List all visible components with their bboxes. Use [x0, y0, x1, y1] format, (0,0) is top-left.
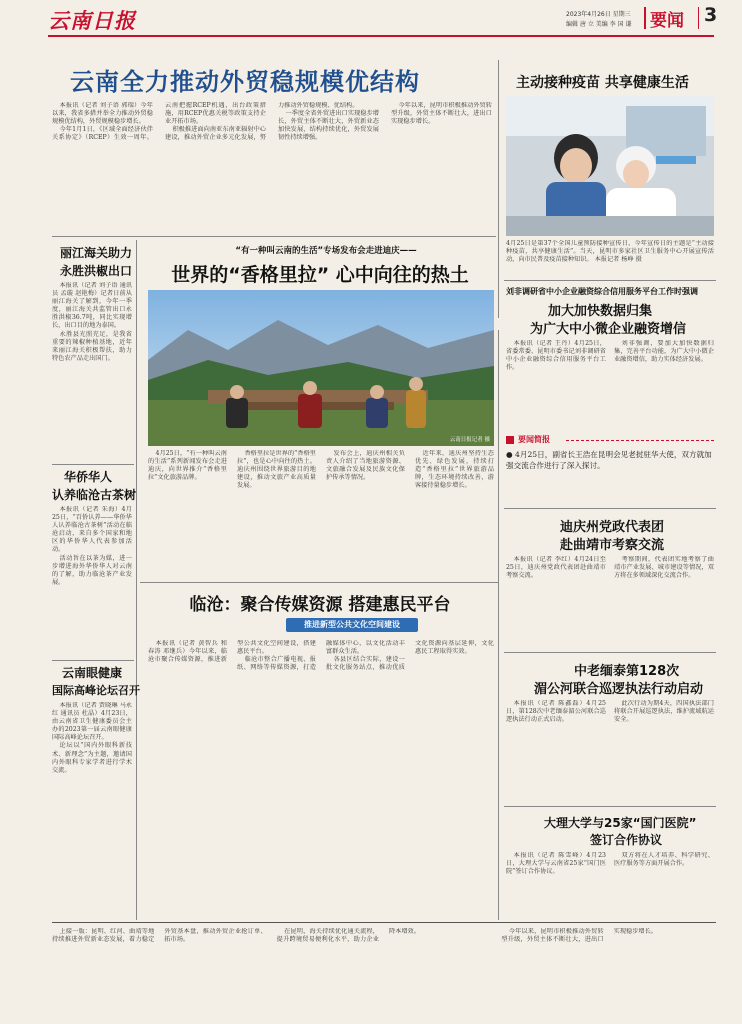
paragraph: 本报讯（记者 陈雪峰）4月23日，大理大学与云南省25家“国门医院”签订合作协议。: [506, 852, 606, 876]
paragraph: 本报讯（记者 贾晓琳 马永红 通讯员 杜晶）4月23日，由云南省卫生健康委员会主办的2023第一届云南眼健康国际高峰论坛召开。: [52, 702, 132, 742]
paragraph: 各县区结合实际，建设一批文化服务站点，推动优质文化资源向基层延伸，文化惠民工程取得实效。: [326, 640, 494, 672]
paragraph: 刘非强调，要加大加快数据归集，完善平台功能，为广大中小微企业融资增信，助力实体经济发展。: [614, 340, 714, 364]
paragraph: 今年以来，昆明市积极推动外贸转型升级，外贸主体不断壮大，进出口实现稳步增长。: [501, 928, 657, 944]
section-rule: [504, 652, 716, 653]
paragraph: 临沧市整合广播电视、报纸、网络等传媒资源，打造融媒体中心，以文化活动丰富群众生活。: [237, 640, 405, 672]
section-rule: [504, 806, 716, 807]
brief-title-bar: [506, 434, 714, 446]
patrol-headline-line2: 湄公河联合巡逻执法行动启动: [534, 682, 704, 697]
shangrila-banner: “有一种叫云南的生活”专场发布会走进迪庆——: [235, 246, 417, 256]
column-rule: [498, 330, 499, 920]
forum-headline-line1: 云南眼健康: [62, 666, 123, 680]
lincang-sub-banner: [286, 618, 418, 632]
vaccine-photo: [506, 96, 714, 236]
section-divider: [644, 7, 646, 29]
diqing-headline-line1: 迪庆州党政代表团: [560, 520, 665, 535]
diqing-body: [506, 556, 714, 648]
finance-kicker: 刘非调研省中小企业融资综合信用服务平台工作时强调: [506, 287, 698, 296]
paragraph: 考察期间，代表团实地考察了曲靖市产业发展、城市建设等情况，双方将在多领域深化交流合作。: [614, 556, 714, 580]
paragraph: 本报讯（记者 朱海）4月25日，“百侨认养——华侨华人认养临沧古茶树”活动在临沧启动，来自多个国家和地区的华侨华人代表参加活动。: [52, 506, 132, 554]
paragraph: 活动旨在以茶为媒，进一步增进海外华侨华人对云南的了解，助力临沧茶产业发展。: [52, 554, 132, 586]
lijiang-headline-line1: 丽江海关助力: [60, 246, 133, 260]
section-rule: [504, 280, 716, 281]
paragraph: 近年来，迪庆州坚持生态优先、绿色发展，持续打造“香格里拉”世界旅游品牌，生态环境持续改善，游客接待量稳步增长。: [415, 450, 494, 490]
vaccine-caption: 4月25日是第37个全国儿童预防接种宣传日，今年宣传日的主题是“主动接种疫苗，共享健康生活”。当天，昆明市多家社区卫生服务中心开展宣传活动，向市民普及疫苗接种知识。 本报记者 杨峥 摄: [506, 240, 714, 264]
bottom-rule: [52, 922, 716, 923]
paragraph: 一季度全省外贸进出口实现稳步增长，外贸主体不断壮大，外贸新业态加快发展，结构持续优化，外贸发展韧性持续增强。: [278, 110, 379, 142]
paragraph: 香格里拉是世界的“香格里拉”，也是心中向往的热土。迪庆州围绕世界旅游目的地建设，推动文旅产业高质量发展。: [237, 450, 316, 490]
lincang-headline: 临沧：聚合传媒资源 搭建惠民平台: [189, 595, 451, 615]
trade-body: [52, 102, 492, 230]
paragraph: 本报讯（记者 刘子语 通讯员 孟璇 赵艳梅）记者日前从丽江海关了解到，今年一季度，丽江海关共监管出口永胜洪椒36.7吨，同比实现增长，出口目的地为泰国。: [52, 282, 132, 330]
section-name: 要闻: [650, 11, 684, 31]
forum-headline-line2: 国际高峰论坛召开: [52, 684, 140, 697]
shangrila-headline: 世界的“香格里拉” 心中向往的热土: [171, 264, 469, 286]
photo-credit: 云南日报记者 摄: [449, 437, 490, 443]
paragraph: 本报讯（记者 刘子语 郭瑞）今年以来，我省多措并举全力推动外贸稳规模优结构，外贸规模稳步增长。: [52, 102, 153, 126]
lincang-sub-banner-text: 推进新型公共文化空间建设: [304, 620, 400, 629]
trade-headline: 云南全力推动外贸稳规模优结构: [70, 68, 420, 96]
section-rule: [52, 660, 134, 661]
paragraph: 今年以来，昆明市积极推动外贸转型升级，外贸主体不断壮大，进出口实现稳步增长。: [391, 102, 492, 126]
paragraph: 发布会上，迪庆州相关负责人介绍了当地旅游资源、文旅融合发展及民族文化保护传承等情况。: [326, 450, 405, 482]
shangrila-photo: [148, 290, 494, 446]
paragraph: 论坛以“国内外眼科新技术、新理念”为主题，邀请国内外眼科专家学者进行学术交流。: [52, 742, 132, 774]
newspaper-logo: 云南日报: [48, 8, 136, 33]
hospital-headline-line1: 大理大学与25家“国门医院”: [544, 816, 697, 830]
vaccine-headline: 主动接种疫苗 共享健康生活: [516, 75, 689, 91]
paragraph: 今年1月1日，《区域全面经济伙伴关系协定》（RCEP）生效一周年。云南把握RCEP机遇，出台政策措施，用RCEP优惠关税等政策支持企业开拓市场。: [52, 102, 266, 142]
brief-title: 要闻简报: [518, 435, 550, 444]
lijiang-headline-line2: 永胜洪椒出口: [60, 264, 133, 278]
masthead: [0, 0, 742, 42]
patrol-headline-line1: 中老缅泰第128次: [574, 664, 680, 679]
huaqiao-headline-line1: 华侨华人: [64, 470, 113, 484]
diqing-headline-line2: 赴曲靖市考察交流: [560, 538, 665, 553]
shangrila-body: [148, 450, 494, 580]
paragraph: 双方将在人才培养、科学研究、医疗服务等方面开展合作。: [614, 852, 714, 868]
masthead-rule: [48, 35, 714, 37]
section-rule: [504, 508, 716, 509]
paragraph: 本报讯（记者 陈鑫磊）4月25日，第128次中老缅泰湄公河联合巡逻执法行动正式启动。: [506, 700, 606, 724]
huaqiao-headline-line2: 认养临沧古茶树: [52, 488, 137, 502]
finance-body: [506, 340, 714, 426]
editors-line: 编辑 唐 立 美编 李 国 谦: [566, 21, 632, 28]
finance-headline-line2: 为广大中小微企业融资增信: [530, 322, 687, 337]
column-rule: [136, 240, 137, 920]
paragraph: 上接一版：昆明、红河、曲靖等地持续推进外贸新业态发展，着力稳定外贸基本盘，推动外贸企业抢订单、拓市场。: [52, 928, 267, 944]
hospital-body: [506, 852, 714, 918]
paragraph: 此次行动为期4天，四国执法部门将联合开展巡逻执法，维护流域航运安全。: [614, 700, 714, 724]
paragraph: 积极推进面向南亚东南亚辐射中心建设，推动外贸企业多元化发展，努力推动外贸稳规模、优结构。: [165, 102, 359, 142]
hospital-headline-line2: 签订合作协议: [590, 833, 663, 847]
finance-headline-line1: 加大加快数据归集: [548, 304, 653, 319]
huaqiao-body: [52, 506, 132, 656]
bottom-strip-body: [52, 928, 716, 1018]
page-number: 3: [704, 4, 718, 26]
section-rule: [52, 464, 134, 465]
forum-body: [52, 702, 132, 916]
brief-marker: [506, 436, 514, 444]
paragraph: 本报讯（记者 王丹）4月25日，省委常委、昆明市委书记刘非调研省中小企业融资综合信用服务平台工作。: [506, 340, 606, 372]
column-rule: [498, 60, 499, 318]
paragraph: 在昆明，海关持续优化通关流程，提升跨境贸易便利化水平，助力企业降本增效。: [276, 928, 420, 944]
paragraph: 永胜县光照充足，是我省重要的辣椒种植基地，近年来丽江海关积极帮扶，助力特色农产品走出国门。: [52, 330, 132, 362]
section-rule: [52, 236, 496, 237]
patrol-body: [506, 700, 714, 802]
lijiang-body: [52, 282, 132, 460]
issue-date: 2023年4月26日 星期三: [566, 11, 631, 18]
paragraph: 本报讯（记者 李红）4月24日至25日，迪庆州党政代表团赴曲靖市考察交流。: [506, 556, 606, 580]
paragraph: 4月25日，“有一种叫云南的生活”系列新闻发布会走进迪庆，向世界推介“香格里拉”文化旅游品牌。: [148, 450, 227, 482]
section-rule: [140, 582, 498, 583]
brief-text: ● 4月25日，副省长王浩在昆明会见老挝驻华大使，双方就加强交流合作进行了深入探讨。: [506, 450, 712, 470]
lincang-body: [148, 640, 494, 916]
paragraph: 本报讯（记者 黄智兵 和春涛 邓继兵）今年以来，临沧市聚合传媒资源，推进新型公共文化空间建设，搭建惠民平台。: [148, 640, 316, 664]
page-number-divider: [698, 7, 699, 29]
